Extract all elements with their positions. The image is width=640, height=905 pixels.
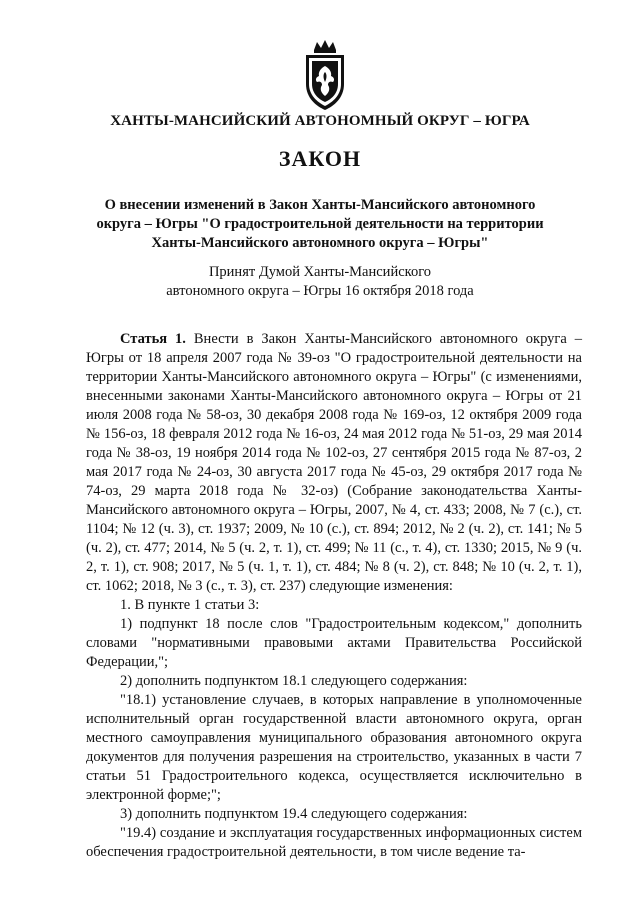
law-body (86, 330, 582, 862)
law-subject-line: округа – Югры "О градостроительной деятельности на территории (96, 216, 544, 232)
adoption-note (100, 263, 540, 301)
paragraph: 1) подпункт 18 после слов "Градостроительным кодексом," дополнить словами "нормативными правовыми актами Правительства Российской Федерации,"; (86, 616, 582, 670)
law-subject (60, 196, 580, 253)
document-type: ЗАКОН (278, 146, 362, 171)
adoption-line: Принят Думой Ханты-Мансийского (208, 264, 432, 280)
paragraph: 2) дополнить подпунктом 18.1 следующего содержания: (120, 673, 468, 689)
law-subject-line: Ханты-Мансийского автономного округа – Югры" (151, 235, 489, 251)
paragraph: "18.1) установление случаев, в которых направление в уполномоченные исполнительный орган государственной власти автономного округа, орган местного самоуправления муниципального образования автономного округа документов для получения разрешения на строительство, указанных в части 7 статьи 51 Градостроительного кодекса, осуществляется исключительно в электронной форме;"; (86, 692, 582, 803)
coat-of-arms-icon (298, 38, 352, 114)
adoption-line: автономного округа – Югры 16 октября 2018 года (166, 283, 474, 299)
region-title: ХАНТЫ-МАНСИЙСКИЙ АВТОНОМНЫЙ ОКРУГ – ЮГРА (110, 113, 530, 129)
paragraph: 1. В пункте 1 статьи 3: (120, 597, 260, 613)
paragraph: 3) дополнить подпунктом 19.4 следующего содержания: (120, 806, 468, 822)
law-subject-line: О внесении изменений в Закон Ханты-Мансийского автономного (104, 197, 536, 213)
article-label: Статья 1. (120, 331, 186, 347)
article-1-paragraph (86, 330, 582, 596)
article-text: Внести в Закон Ханты-Мансийского автономного округа – Югры от 18 апреля 2007 года № 39-оз "О градостроительной деятельности на территории Ханты-Мансийского автономного округа – Югры" (с изменениями, внесенными законами Ханты-Мансийского автономного округа – Югры от 21 июля 2008 года № 58-оз, 30 декабря 2008 года № 169-оз, 12 октября 2009 года № 156-оз, 18 февраля 2012 года № 16-оз, 24 мая 2012 года № 51-оз, 29 мая 2014 года № 38-оз, 19 ноября 2014 года № 102-оз, 27 сентября 2015 года № 87-оз, 2 мая 2017 года № 24-оз, 30 августа 2017 года № 45-оз, 29 октября 2017 года № 74-оз, 29 марта 2018 года № 32-оз) (Собрание законодательства Ханты-Мансийского автономного округа – Югры, 2007, № 4, ст. 433; 2008, № 7 (с.), ст. 1104; № 12 (ч. 3), ст. 1937; 2009, № 10 (с.), ст. 894; 2012, № 2 (ч. 2), ст. 141; № 5 (ч. 2), ст. 477; 2014, № 5 (ч. 2, т. 1), ст. 499; № 11 (с., т. 4), ст. 1330; 2015, № 9 (ч. 2, т. 1), ст. 908; 2017, № 5 (ч. 1, т. 1), ст. 484; № 8 (ч. 2), ст. 848; № 10 (ч. 2, т. 1), ст. 1062; 2018, № 3 (с., т. 3), ст. 237) следующие изменения: (86, 331, 583, 594)
paragraph: "19.4) создание и эксплуатация государственных информационных систем обеспечения градостроительной деятельности, в том числе ведение та- (86, 825, 582, 860)
